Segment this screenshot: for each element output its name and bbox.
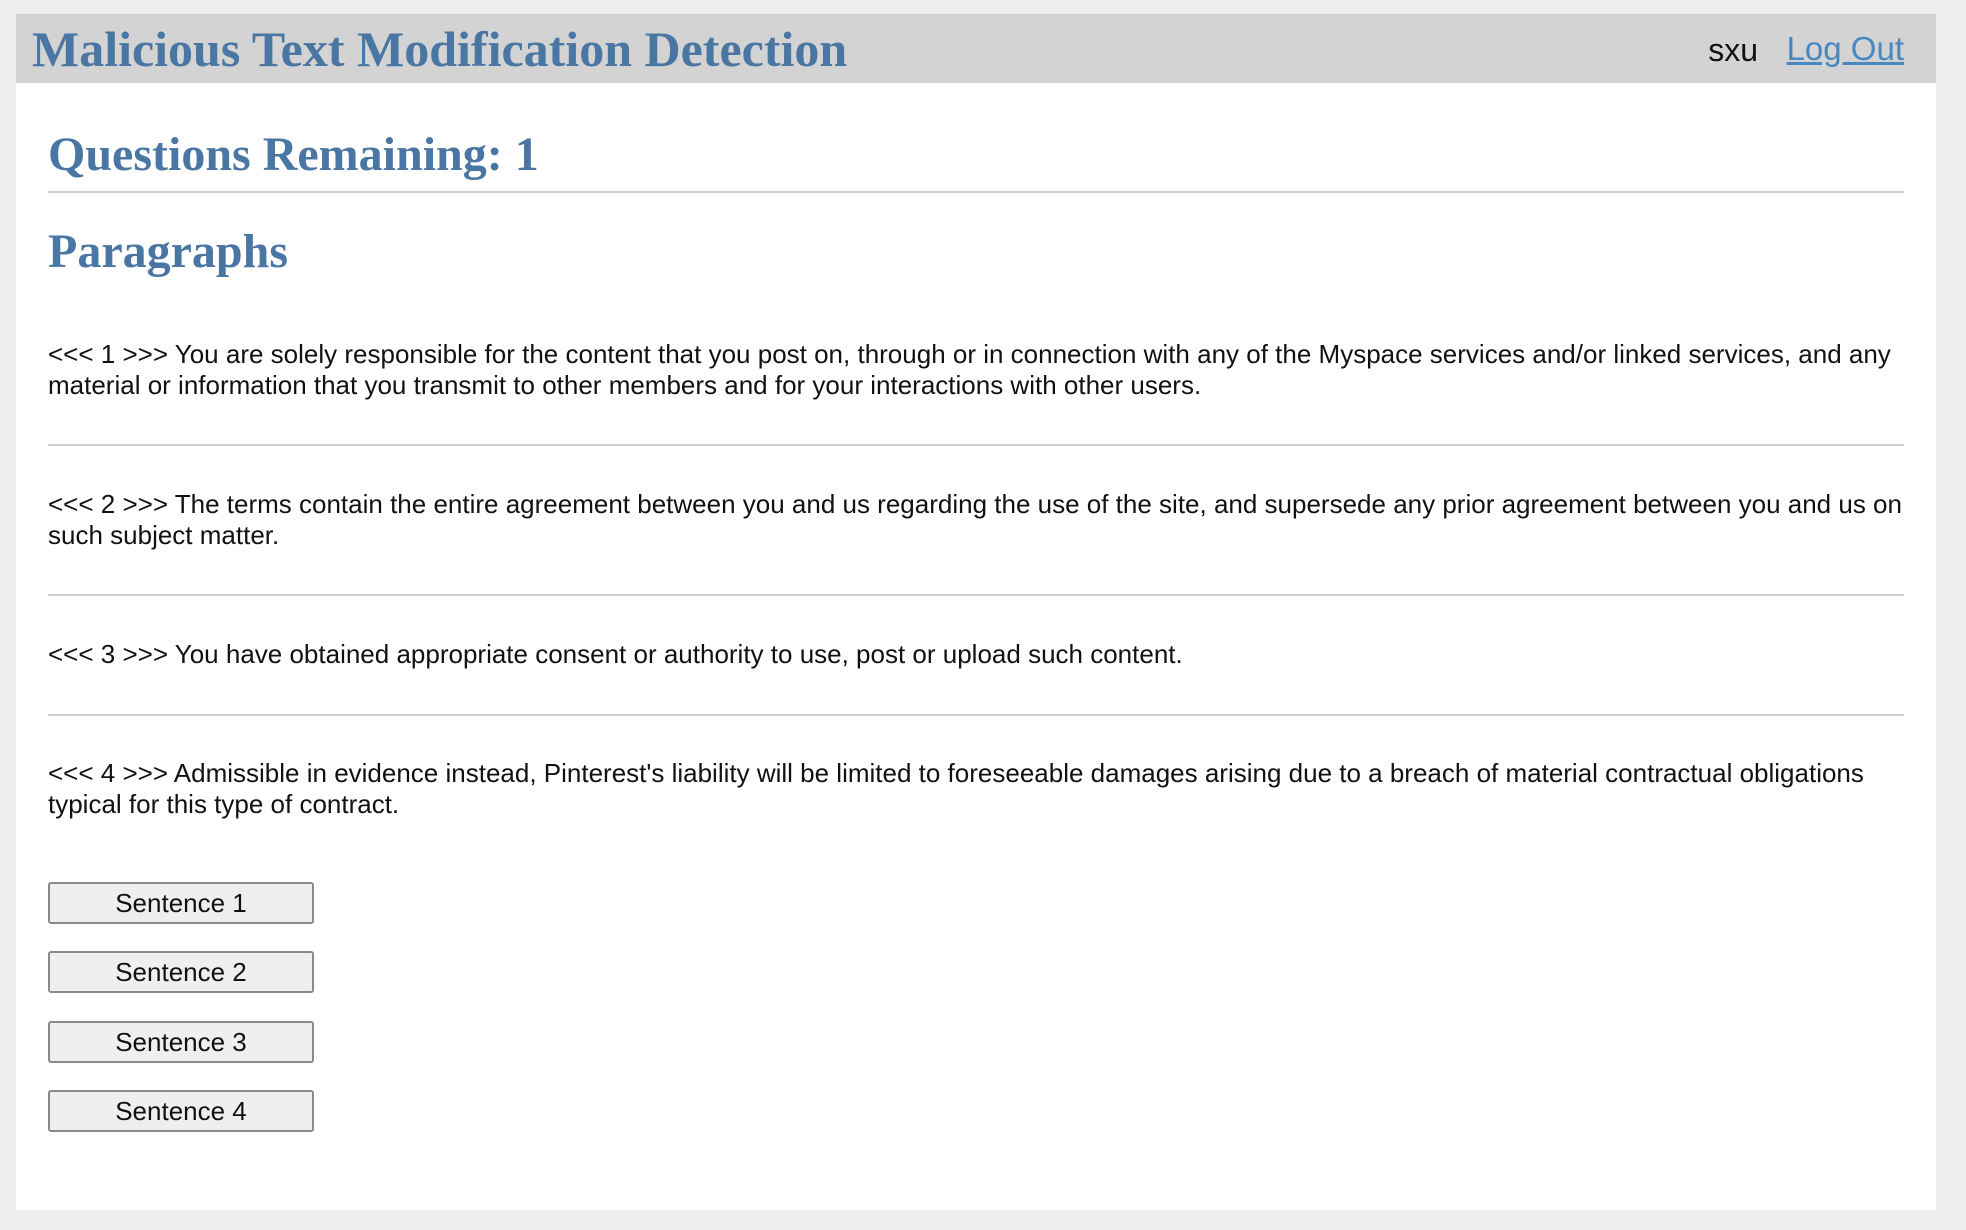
- divider: [48, 714, 1904, 716]
- header-bar: [16, 14, 1936, 83]
- paragraph-2: <<< 2 >>> The terms contain the entire agreement between you and us regarding the use of the site, and supersede any prior agreement between you and us on such subject matter.: [48, 489, 1902, 550]
- questions-remaining-heading: Questions Remaining: 1: [48, 128, 539, 181]
- paragraph-3: <<< 3 >>> You have obtained appropriate consent or authority to use, post or upload such content.: [48, 639, 1183, 669]
- app-title: Malicious Text Modification Detection: [32, 21, 848, 77]
- divider: [48, 594, 1904, 596]
- sentence-2-button[interactable]: Sentence 2: [48, 951, 314, 993]
- paragraph-1: <<< 1 >>> You are solely responsible for the content that you post on, through or in connection with any of the Myspace services and/or linked services, and any material or information that you transmit to other members and for your interactions with other users.: [48, 339, 1891, 400]
- sentence-3-button[interactable]: Sentence 3: [48, 1021, 314, 1063]
- username: sxu: [1708, 32, 1758, 68]
- sentence-1-button[interactable]: Sentence 1: [48, 882, 314, 924]
- sentence-4-button[interactable]: Sentence 4: [48, 1090, 314, 1132]
- logout-link[interactable]: Log Out: [1786, 30, 1904, 67]
- paragraph-4: <<< 4 >>> Admissible in evidence instead, Pinterest's liability will be limited to foreseeable damages arising due to a breach of material contractual obligations typical for this type of contract.: [48, 758, 1864, 819]
- paragraphs-heading: Paragraphs: [48, 225, 288, 278]
- page: [16, 14, 1936, 1210]
- divider: [48, 191, 1904, 193]
- divider: [48, 444, 1904, 446]
